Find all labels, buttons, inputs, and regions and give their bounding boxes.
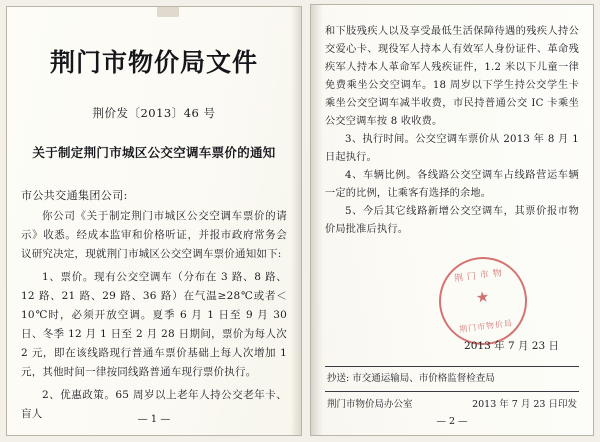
document-footer [325,360,579,427]
document-page-right [310,4,594,436]
footer-cc-label: 抄送: [327,373,350,384]
paragraph-item-3: 3、执行时间。公交空调车票价从 2013 年 8 月 1 日起执行。 [325,134,579,163]
footer-issuer-row [325,392,579,410]
seal-bottom-text: 荆门市物价局 [458,318,514,335]
official-seal-stamp [434,252,532,350]
document-subject: 关于制定荆门市城区公交空调车票价的通知 [32,145,276,160]
paragraph-item-5: 5、今后其它线路新增公交空调车，其票价报市物价局批准后执行。 [325,206,579,235]
paragraph-item-2: 2、优惠政策。65 周岁以上老年人持公交老年卡、盲人 [21,389,287,420]
page-number-right: — 2 — [436,416,468,427]
page-number-left: — 1 — [137,414,171,425]
paragraph-continuation: 和下肢残疾人以及享受最低生活保障待遇的残疾人持公交爱心卡、现役军人持本人有效军人身份证件、革命残疾军人持本人革命军人残疾证件，1.2 米以下儿童一律免费乘坐公交空调车。18 周岁以下学生持公交学生卡乘坐公交空调车减半收费，市民持普通公交 IC 卡乘坐公交空调车按 8 收收费。 [325,26,579,127]
paragraph-item-4: 4、车辆比例。各线路公交空调车占线路营运车辆一定的比例，让乘客有选择的余地。 [325,170,579,199]
footer-cc-line [325,367,579,387]
seal-top-text: 荆门市物 [453,268,507,285]
signature-date: 2013 年 7 月 23 日 [464,340,559,352]
page-title: 荆门市物价局文件 [49,48,258,77]
seal-star-icon: ★ [474,287,491,307]
addressee: 市公共交通集团公司: [21,189,128,202]
footer-issue-date: 2013 年 7 月 23 日印发 [472,399,577,410]
document-number: 荆价发〔2013〕46 号 [92,106,216,120]
footer-cc-text: 市交通运输局、市价格监督检查局 [352,373,495,384]
page-number-right-row [325,410,579,427]
paragraph-intro: 你公司《关于制定荆门市城区公交空调车票价的请示》收悉。经成本监审和价格听证，并报市政府常务会议研究决定，现就荆门市城区公交空调车票价通知如下: [21,210,287,260]
paragraph-item-1: 1、票价。现有公交空调车（分布在 3 路、8 路、12 路、21 路、29 路、36 路）在气温≥28℃或者＜10℃时，必须开放空调。夏季 6 月 1 日至 9 月 30 日、冬季 12 月 1 日至 2 月 28 日期间，票价为每人次 2 元，即在该线路现行普通车票价基础上每人次增加 1 元，其他时间一律按同线路普通车现行票价执行。 [21,271,287,378]
left-page-content [7,7,301,435]
document-page-left [6,6,302,436]
footer-issuer: 荆门市物价局办公室 [327,399,413,410]
signature-block [325,268,579,359]
